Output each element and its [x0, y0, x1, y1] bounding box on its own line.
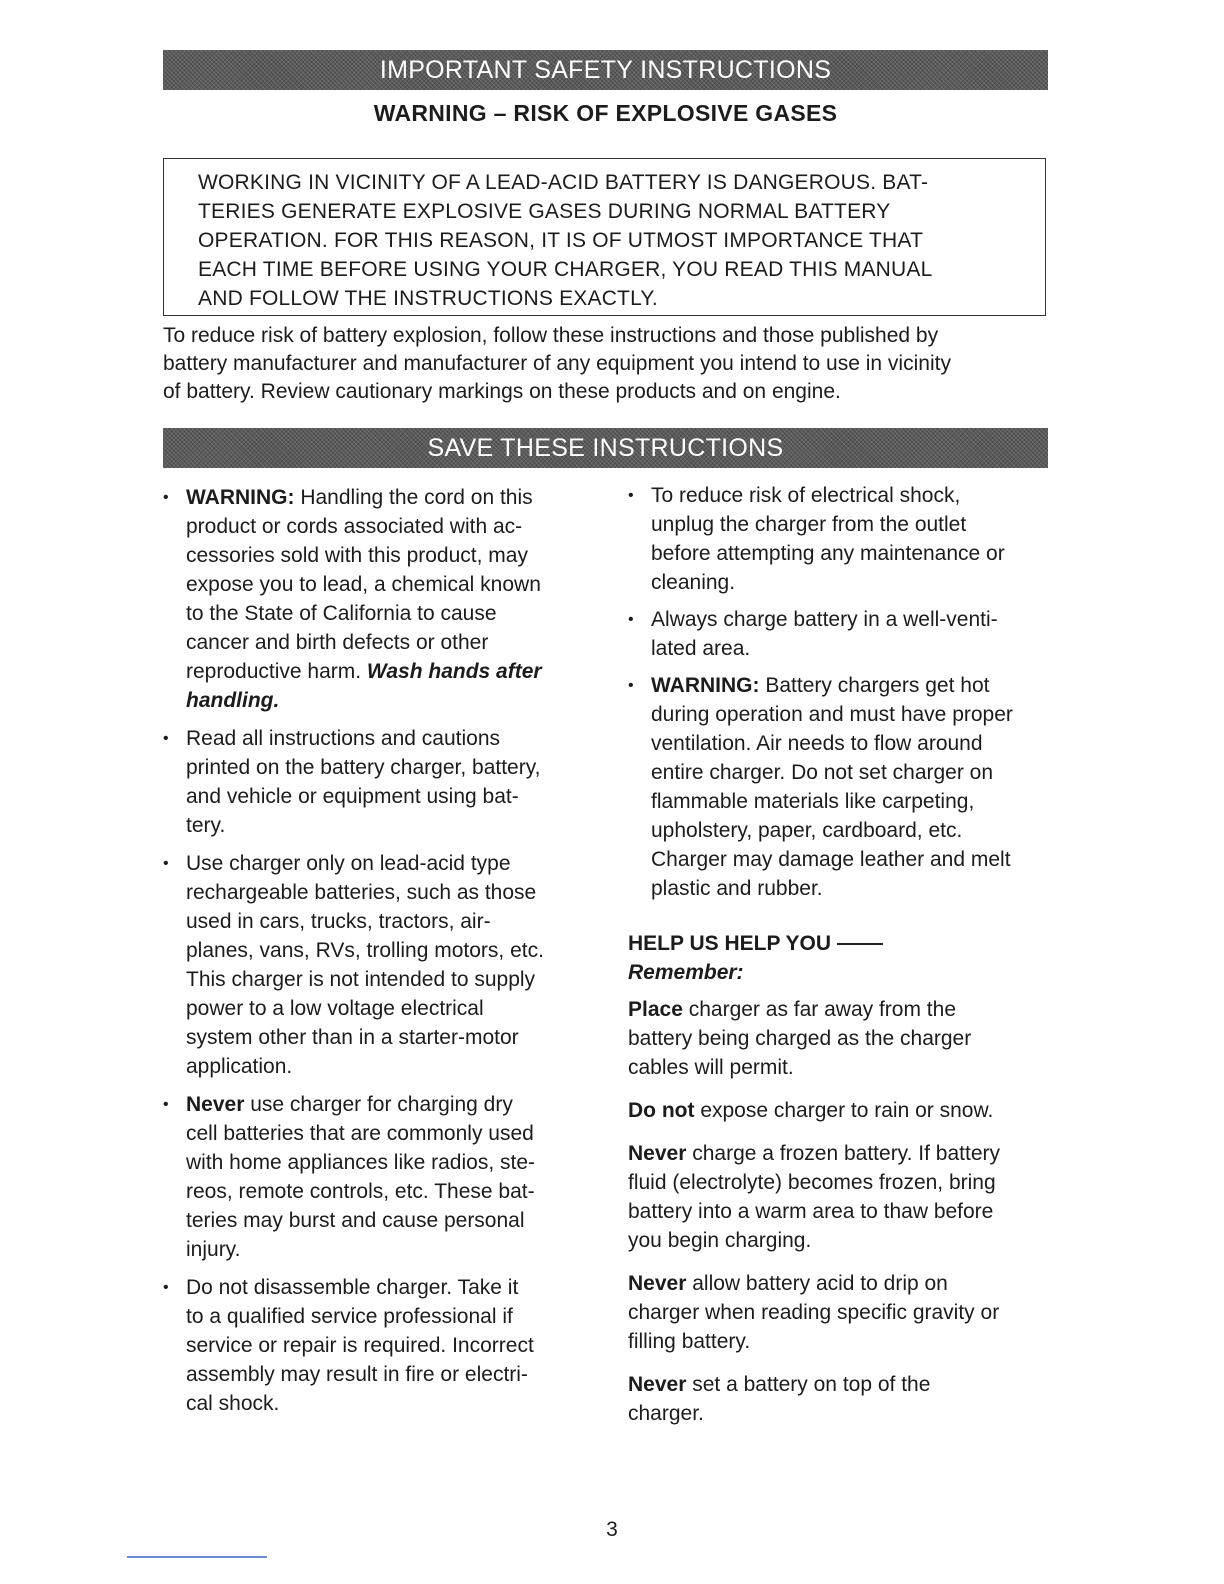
text: allow battery acid to drip on — [686, 1272, 948, 1295]
text: reproductive harm. — [186, 660, 367, 683]
warning-line: EACH TIME BEFORE USING YOUR CHARGER, YOU READ THIS MANUAL — [198, 258, 933, 281]
text: rechargeable batteries, such as those — [186, 881, 537, 904]
warning-heading: WARNING – RISK OF EXPLOSIVE GASES — [373, 100, 838, 126]
lead-word: Never — [628, 1142, 687, 1165]
list-item — [163, 483, 593, 715]
left-column — [163, 483, 593, 1418]
remember-label: Remember: — [628, 961, 744, 984]
important-safety-banner — [163, 50, 1048, 90]
text: teries may burst and cause personal — [186, 1209, 525, 1232]
lead-word: Never — [628, 1272, 687, 1295]
heading-rule — [837, 943, 883, 945]
important-safety-title: IMPORTANT SAFETY INSTRUCTIONS — [379, 55, 832, 84]
text: with home appliances like radios, ste- — [186, 1151, 536, 1174]
text: cessories sold with this product, may — [186, 544, 528, 567]
emphasis: Wash hands after — [366, 660, 542, 683]
list-item — [628, 671, 1058, 903]
text: Read all instructions and cautions — [186, 727, 501, 750]
bullet-icon: • — [628, 487, 634, 504]
text: before attempting any maintenance or — [651, 542, 1005, 565]
list-item — [163, 849, 593, 1081]
text: Always charge battery in a well-venti- — [651, 608, 998, 631]
emphasis: handling. — [186, 689, 280, 712]
text: application. — [186, 1055, 293, 1078]
intro-line: To reduce risk of battery explosion, follow these instructions and those published by — [163, 324, 939, 347]
help-paragraph — [628, 1269, 1058, 1356]
help-paragraph — [628, 995, 1058, 1082]
text: injury. — [186, 1238, 241, 1261]
never-label: Never — [186, 1093, 245, 1116]
text: tery. — [186, 814, 226, 837]
warning-label: WARNING: — [651, 674, 760, 697]
text: Battery chargers get hot — [759, 674, 990, 697]
text: This charger is not intended to supply — [186, 968, 536, 991]
bullet-icon: • — [163, 855, 169, 872]
text: system other than in a starter-motor — [186, 1026, 519, 1049]
text: cables will permit. — [628, 1056, 794, 1079]
text: entire charger. Do not set charger on — [651, 761, 994, 784]
list-item — [163, 1090, 593, 1264]
intro-line: battery manufacturer and manufacturer of any equipment you intend to use in vicinity — [163, 352, 951, 375]
text: Use charger only on lead-acid type — [186, 852, 511, 875]
help-paragraph — [628, 1096, 1058, 1125]
list-item — [163, 1273, 593, 1418]
text: charger when reading specific gravity or — [628, 1301, 1000, 1324]
text: unplug the charger from the outlet — [651, 513, 967, 536]
text: power to a low voltage electrical — [186, 997, 484, 1020]
text: Charger may damage leather and melt — [651, 848, 1011, 871]
text: flammable materials like carpeting, — [651, 790, 975, 813]
bullet-icon: • — [163, 489, 169, 506]
text: ventilation. Air needs to flow around — [651, 732, 983, 755]
text: charger as far away from the — [682, 998, 957, 1021]
page-number: 3 — [606, 1518, 618, 1541]
text: cancer and birth defects or other — [186, 631, 489, 654]
text: upholstery, paper, cardboard, etc. — [651, 819, 963, 842]
text: planes, vans, RVs, trolling motors, etc. — [186, 939, 544, 962]
help-paragraph — [628, 1139, 1058, 1255]
warning-line: OPERATION. FOR THIS REASON, IT IS OF UTMOST IMPORTANCE THAT — [198, 229, 924, 252]
text: To reduce risk of electrical shock, — [651, 484, 961, 507]
text: service or repair is required. Incorrect — [186, 1334, 534, 1357]
help-paragraph — [628, 1370, 1058, 1428]
text: lated area. — [651, 637, 751, 660]
text: Handling the cord on this — [294, 486, 533, 509]
warning-label: WARNING: — [186, 486, 295, 509]
text: expose you to lead, a chemical known — [186, 573, 541, 596]
text: reos, remote controls, etc. These bat- — [186, 1180, 535, 1203]
text: assembly may result in fire or electri- — [186, 1363, 528, 1386]
intro-line: of battery. Review cautionary markings on these products and on engine. — [163, 380, 841, 403]
lead-word: Place — [628, 998, 683, 1021]
help-heading-text: HELP US HELP YOU — [628, 932, 832, 955]
text: battery being charged as the charger — [628, 1027, 972, 1050]
footer-rule — [127, 1556, 267, 1558]
bullet-icon: • — [163, 1279, 169, 1296]
text: cell batteries that are commonly used — [186, 1122, 534, 1145]
lead-word: Never — [628, 1373, 687, 1396]
text: printed on the battery charger, battery, — [186, 756, 541, 779]
text: during operation and must have proper — [651, 703, 1013, 726]
text: battery into a warm area to thaw before — [628, 1200, 994, 1223]
warning-box — [163, 158, 1046, 316]
bullet-icon: • — [628, 677, 634, 694]
text: filling battery. — [628, 1330, 751, 1353]
list-item — [628, 481, 1058, 597]
save-instructions-title: SAVE THESE INSTRUCTIONS — [427, 433, 784, 462]
bullet-icon: • — [163, 1096, 169, 1113]
bullet-icon: • — [163, 730, 169, 747]
text: fluid (electrolyte) becomes frozen, bring — [628, 1171, 996, 1194]
text: cal shock. — [186, 1392, 280, 1415]
text: use charger for charging dry — [244, 1093, 513, 1116]
text: to the State of California to cause — [186, 602, 497, 625]
warning-line: AND FOLLOW THE INSTRUCTIONS EXACTLY. — [198, 287, 658, 310]
warning-line: WORKING IN VICINITY OF A LEAD-ACID BATTERY IS DANGEROUS. BAT- — [198, 171, 929, 194]
text: Do not disassemble charger. Take it — [186, 1276, 519, 1299]
text: expose charger to rain or snow. — [694, 1099, 994, 1122]
text: product or cords associated with ac- — [186, 515, 523, 538]
bullet-icon: • — [628, 611, 634, 628]
text: used in cars, trucks, tractors, air- — [186, 910, 491, 933]
text: to a qualified service professional if — [186, 1305, 513, 1328]
text: charge a frozen battery. If battery — [686, 1142, 1000, 1165]
list-item — [628, 605, 1058, 663]
text: set a battery on top of the — [686, 1373, 931, 1396]
text: plastic and rubber. — [651, 877, 823, 900]
intro-paragraph — [163, 322, 1048, 406]
help-heading — [628, 929, 1058, 958]
text: cleaning. — [651, 571, 736, 594]
right-column — [628, 481, 1058, 1442]
text: charger. — [628, 1402, 704, 1425]
warning-line: TERIES GENERATE EXPLOSIVE GASES DURING NORMAL BATTERY — [198, 200, 891, 223]
lead-word: Do not — [628, 1099, 695, 1122]
text: you begin charging. — [628, 1229, 812, 1252]
list-item — [163, 724, 593, 840]
save-instructions-banner — [163, 428, 1048, 468]
text: and vehicle or equipment using bat- — [186, 785, 519, 808]
